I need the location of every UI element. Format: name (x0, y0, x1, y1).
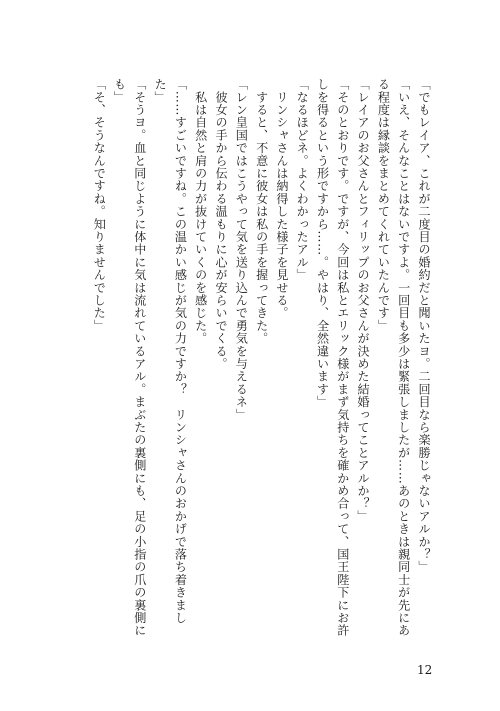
text-line: 「でもレイア、これが二度目の婚約だと聞いたヨ。二回目なら楽勝じゃないアルか？」 (417, 78, 431, 574)
page-number: 12 (417, 663, 433, 677)
text-line: すると、不意に彼女は私の手を握ってきた。 (254, 78, 269, 345)
text-line: 「……すごいですね。この温かい感じが気の力ですか？ リンシャさんのおかげで落ち着きまし (173, 78, 188, 625)
text-line: た」 (153, 78, 168, 104)
text-line: しを得るという形ですから……。やはり、全然違います」 (315, 78, 330, 409)
text-line: 「レイアのお父さんとフィリップのお父さんが決めた結婚ってことアルか？」 (356, 78, 371, 523)
text-line: 「そうヨ。血と同じように体中に気は流れているアル。まぶたの裏側にも、足の小指の爪の裏側に (132, 78, 147, 637)
text-line: も」 (112, 78, 127, 104)
vertical-text-block (68, 78, 434, 644)
text-line: 彼女の手から伝わる温もりに心が安らいでくる。 (214, 78, 229, 371)
text-line: 「レン皇国ではこうやって気を送り込んで勇気を与えるネ」 (234, 78, 249, 421)
text-line: 私は自然と肩の力が抜けていくのを感じた。 (193, 78, 208, 345)
text-line: る程度は縁談をまとめてくれていたんです」 (376, 78, 391, 332)
text-line: リンシャさんは納得した様子を見せる。 (274, 78, 289, 320)
text-line: 「そのとおりです。ですが、今回は私とエリック様がまず気持ちを確かめ合って、国王陛下にお許 (335, 78, 350, 637)
text-line: 「そ、そうなんですね。知りませんでした」 (92, 78, 107, 332)
text-line: 「なるほどネ。よくわかったアル」 (295, 78, 310, 282)
text-line: 「いえ、そんなことはないですよ。一回目も多少は緊張しましたが……あのときは親同士が先にあ (396, 78, 411, 637)
